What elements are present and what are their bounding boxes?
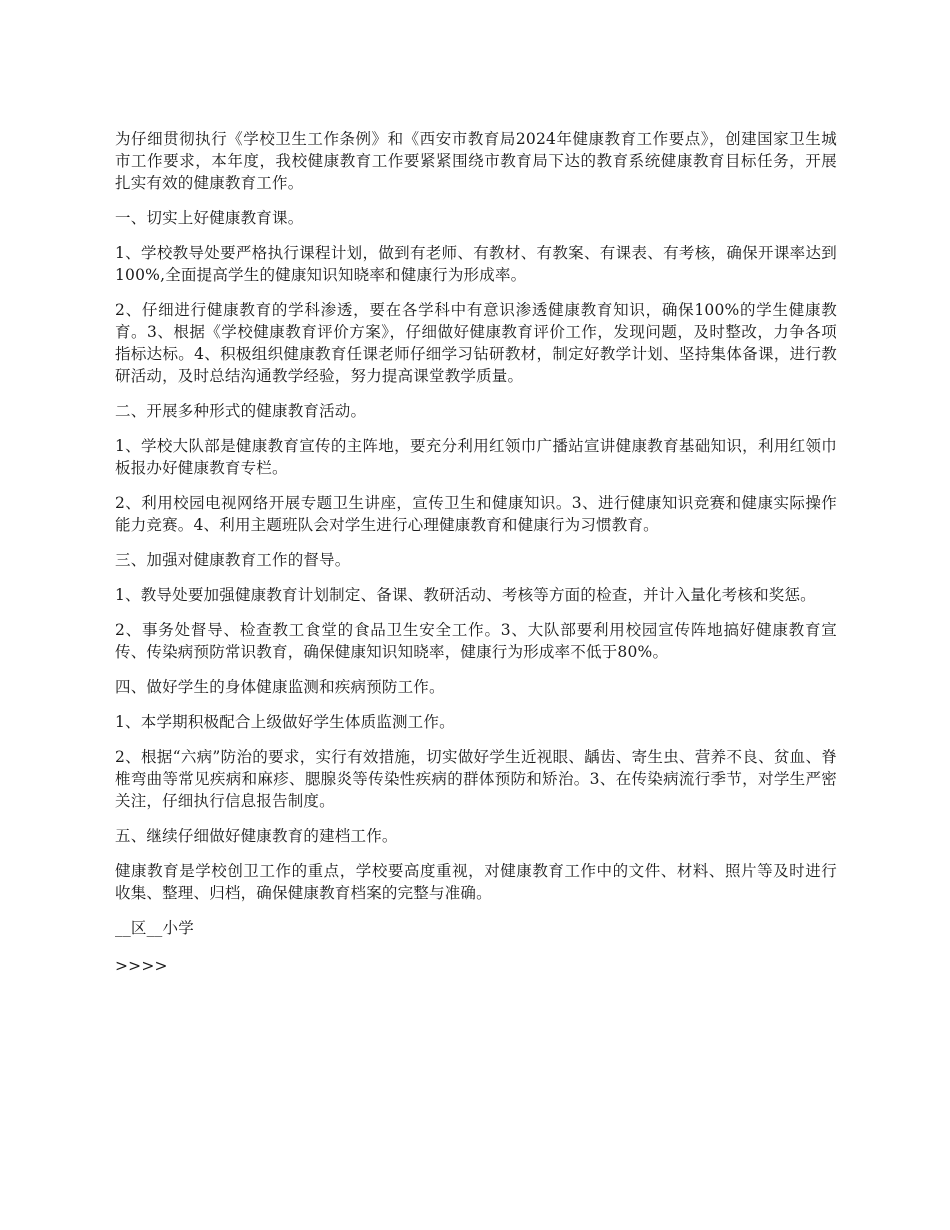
section-3-paragraph-2: 2、事务处督导、检查教工食堂的食品卫生安全工作。3、大队部要利用校园宣传阵地搞好健康教育宣传、传染病预防常识教育，确保健康知识知晓率，健康行为形成率不低于80%。 — [115, 621, 837, 661]
section-2-paragraph-2: 2、利用校园电视网络开展专题卫生讲座，宣传卫生和健康知识。3、进行健康知识竞赛和健康实际操作能力竞赛。4、利用主题班队会对学生进行心理健康教育和健康行为习惯教育。 — [115, 494, 837, 534]
section-1-paragraph-1: 1、学校教导处要严格执行课程计划，做到有老师、有教材、有教案、有课表、有考核，确保开课率达到100%,全面提高学生的健康知识知晓率和健康行为形成率。 — [115, 244, 837, 284]
section-3-paragraph-1: 1、教导处要加强健康教育计划制定、备课、教研活动、考核等方面的检查，并计入量化考核和奖惩。 — [115, 586, 816, 604]
intro-paragraph: 为仔细贯彻执行《学校卫生工作条例》和《西安市教育局2024年健康教育工作要点》，创建国家卫生城市工作要求，本年度，我校健康教育工作要紧紧围绕市教育局下达的教育系统健康教育目标任务，开展扎实有效的健康教育工作。 — [115, 130, 837, 192]
section-3-heading: 三、加强对健康教育工作的督导。 — [115, 551, 351, 569]
section-4-heading: 四、做好学生的身体健康监测和疾病预防工作。 — [115, 678, 445, 696]
section-2-paragraph-1: 1、学校大队部是健康教育宣传的主阵地，要充分利用红领巾广播站宣讲健康教育基础知识，利用红领巾板报办好健康教育专栏。 — [115, 437, 837, 477]
section-4-paragraph-1: 1、本学期积极配合上级做好学生体质监测工作。 — [115, 713, 455, 731]
section-5-heading: 五、继续仔细做好健康教育的建档工作。 — [115, 827, 398, 845]
document-body — [115, 128, 837, 990]
section-4-paragraph-2: 2、根据“六病”防治的要求，实行有效措施，切实做好学生近视眼、龋齿、寄生虫、营养不良、贫血、脊椎弯曲等常见疾病和麻疹、腮腺炎等传染性疾病的群体预防和矫治。3、在传染病流行季节，对学生严密关注，仔细执行信息报告制度。 — [115, 748, 837, 810]
signature: __区__小学 — [115, 919, 194, 937]
section-1-heading: 一、切实上好健康教育课。 — [115, 209, 304, 227]
trailing-marker: >>>> — [115, 957, 168, 975]
section-1-paragraph-2: 2、仔细进行健康教育的学科渗透，要在各学科中有意识渗透健康教育知识，确保100%的学生健康教育。3、根据《学校健康教育评价方案》，仔细做好健康教育评价工作，发现问题，及时整改，力争各项指标达标。4、积极组织健康教育任课老师仔细学习钻研教材，制定好教学计划、坚持集体备课，进行教研活动，及时总结沟通教学经验，努力提高课堂教学质量。 — [115, 301, 837, 385]
section-2-heading: 二、开展多种形式的健康教育活动。 — [115, 402, 367, 420]
section-5-paragraph-1: 健康教育是学校创卫工作的重点，学校要高度重视，对健康教育工作中的文件、材料、照片等及时进行收集、整理、归档，确保健康教育档案的完整与准确。 — [115, 862, 837, 902]
